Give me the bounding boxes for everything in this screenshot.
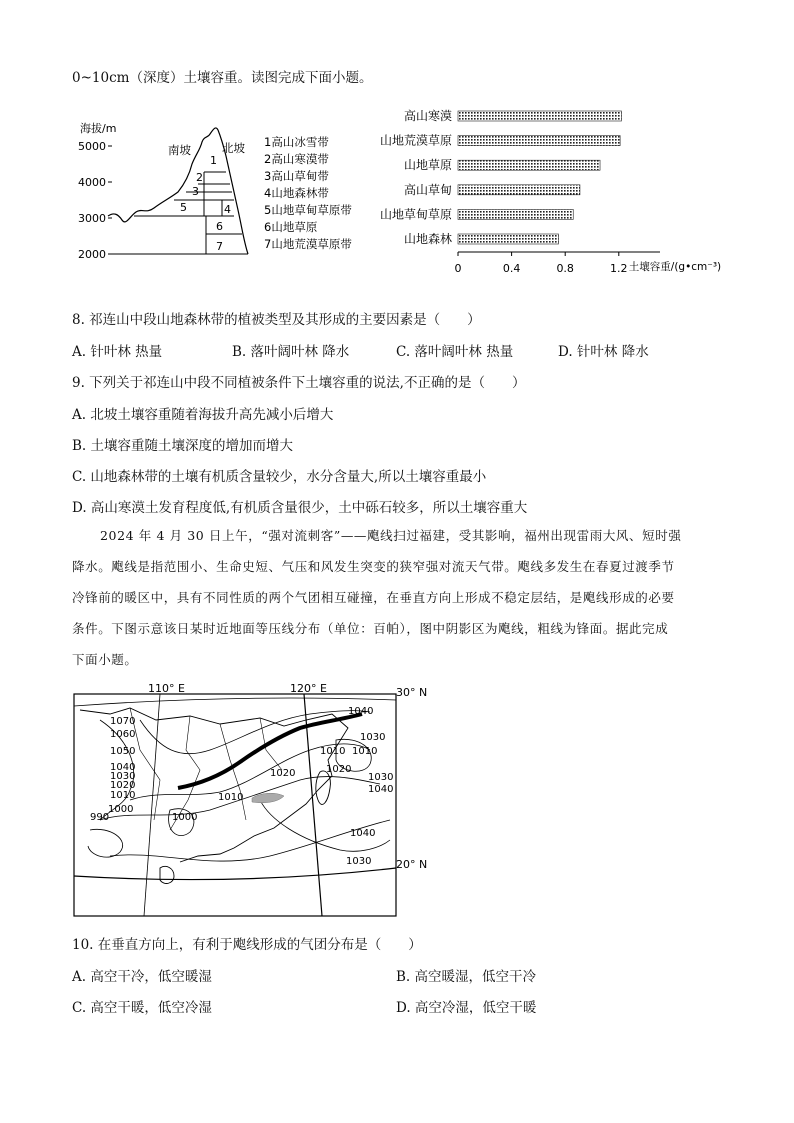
bar — [458, 209, 573, 219]
bar-category-label: 高山寒漠 — [403, 109, 452, 123]
q10-option-c[interactable]: C. 高空干暖，低空冷湿 — [72, 1000, 212, 1016]
south-slope-label: 南坡 — [168, 143, 191, 157]
q9-option-d[interactable]: D. 高山寒漠土发育程度低,有机质含量很少，土中砾石较多，所以土壤容重大 — [72, 500, 528, 516]
lat-label: 20° N — [396, 858, 428, 871]
question-8-stem: 8. 祁连山中段山地森林带的植被类型及其形成的主要因素是（ ） — [72, 312, 481, 328]
isobar-label: 1010 — [110, 790, 136, 801]
ytick: 5000 — [78, 140, 106, 153]
question-10-stem: 10. 在垂直方向上，有利于飑线形成的气团分布是（ ） — [72, 937, 422, 953]
zone-number: 3 — [192, 185, 199, 198]
legend-item: 6山地草原 — [264, 220, 318, 234]
lat-label: 30° N — [396, 686, 428, 699]
bar-category-label: 山地森林 — [403, 232, 452, 246]
q10-option-b[interactable]: B. 高空暖湿，低空干冷 — [396, 969, 537, 985]
isobar-map — [70, 680, 440, 920]
legend-item: 3高山草甸带 — [264, 169, 329, 183]
q9-option-b[interactable]: B. 土壤容重随土壤深度的增加而增大 — [72, 438, 294, 454]
q8-option-a[interactable]: A. 针叶林 热量 — [72, 344, 163, 360]
isobar-label: 1030 — [360, 732, 386, 743]
bar-category-label: 山地荒漠草原 — [379, 133, 452, 148]
legend-item: 1高山冰雪带 — [264, 135, 329, 149]
bar — [458, 234, 559, 244]
bar — [458, 160, 600, 170]
legend-item: 4山地森林带 — [264, 186, 329, 200]
legend-item: 7山地荒漠草原带 — [264, 237, 352, 251]
isobar-label: 1030 — [346, 856, 372, 867]
mountain-profile-diagram — [74, 112, 370, 268]
isobar-label: 1020 — [110, 780, 136, 791]
isobar-label: 1000 — [108, 804, 134, 815]
x-tick-label: 1.2 — [610, 262, 628, 275]
isobar-label: 1040 — [348, 706, 374, 717]
bar-category-label: 高山草甸 — [403, 182, 452, 197]
ytick: 2000 — [78, 248, 106, 261]
bar — [458, 136, 620, 146]
isobar-label: 990 — [90, 812, 110, 823]
isobar-label: 1040 — [368, 784, 394, 795]
isobar-label: 1000 — [172, 812, 198, 823]
isobar-label: 1030 — [110, 771, 136, 782]
passage-line: 下面小题。 — [72, 652, 138, 667]
zone-number: 6 — [216, 220, 223, 233]
bar-category-label: 山地草原 — [403, 158, 452, 173]
zone-number: 2 — [196, 171, 203, 184]
x-tick-label: 0.4 — [502, 262, 521, 275]
bar — [458, 185, 580, 195]
soil-bulk-density-chart — [360, 100, 740, 280]
passage-line: 冷锋前的暖区中，具有不同性质的两个气团相互碰撞，在垂直方向上形成不稳定层结，是飑线形成的必要 — [72, 590, 675, 605]
passage-line: 降水。飑线是指范围小、生命史短、气压和风发生突变的狭窄强对流天气带。飑线多发生在春夏过渡季节 — [72, 559, 675, 574]
isobar-label: 1010 — [320, 746, 346, 757]
x-axis-label: 土壤容重/(g•cm⁻³) — [628, 261, 722, 273]
bar-category-label: 山地草甸草原 — [379, 207, 452, 222]
bar — [458, 111, 621, 121]
q9-option-a[interactable]: A. 北坡土壤容重随着海拔升高先减小后增大 — [72, 407, 334, 423]
question-9-stem: 9. 下列关于祁连山中段不同植被条件下土壤容重的说法,不正确的是（ ） — [72, 375, 526, 391]
zone-number: 5 — [180, 201, 187, 214]
isobar-label: 1050 — [110, 746, 136, 757]
q10-option-d[interactable]: D. 高空冷湿，低空干暖 — [396, 1000, 537, 1016]
isobar-label: 1020 — [270, 768, 296, 779]
intro-line: 0~10cm（深度）土壤容重。读图完成下面小题。 — [72, 70, 373, 86]
zone-number: 1 — [210, 154, 217, 167]
passage-line: 2024 年 4 月 30 日上午，“强对流刺客”——飑线扫过福建，受其影响，福州出现雷雨大风、短时强 — [100, 528, 682, 543]
isobar-label: 1010 — [218, 792, 244, 803]
lon-label: 110° E — [148, 682, 185, 695]
legend-item: 2高山寒漠带 — [264, 152, 329, 166]
x-tick-label: 0.8 — [556, 262, 574, 275]
q8-option-b[interactable]: B. 落叶阔叶林 降水 — [232, 344, 350, 360]
isobar-label: 1010 — [352, 746, 378, 757]
isobar-label: 1070 — [110, 716, 136, 727]
zone-number: 4 — [224, 203, 231, 216]
legend-item: 5山地草甸草原带 — [264, 203, 352, 217]
q8-option-c[interactable]: C. 落叶阔叶林 热量 — [396, 344, 514, 360]
q8-option-d[interactable]: D. 针叶林 降水 — [558, 344, 649, 360]
north-slope-label: 北坡 — [222, 141, 245, 155]
isobar-label: 1040 — [110, 762, 136, 773]
isobar-label: 1040 — [350, 828, 376, 839]
isobar-label: 1060 — [110, 729, 136, 740]
passage-line: 条件。下图示意该日某时近地面等压线分布（单位：百帕），图中阴影区为飑线，粗线为锋面。据此完成 — [72, 621, 669, 636]
zone-number: 7 — [216, 240, 223, 253]
isobar-label: 1020 — [326, 764, 352, 775]
ytick: 4000 — [78, 176, 106, 189]
x-tick-label: 0 — [454, 262, 462, 275]
lon-label: 120° E — [290, 682, 327, 695]
q10-option-a[interactable]: A. 高空干冷，低空暖湿 — [72, 969, 212, 985]
profile-ylabel: 海拔/m — [80, 122, 117, 135]
ytick: 3000 — [78, 212, 106, 225]
q9-option-c[interactable]: C. 山地森林带的土壤有机质含量较少，水分含量大,所以土壤容重最小 — [72, 469, 487, 485]
isobar-label: 1030 — [368, 772, 394, 783]
